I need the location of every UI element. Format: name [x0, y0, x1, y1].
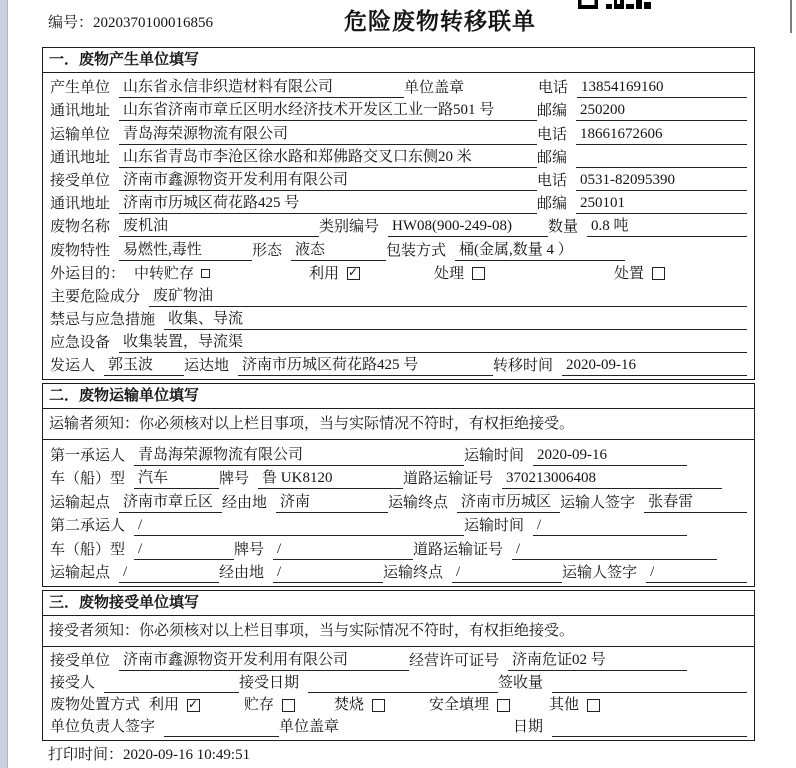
form-row [50, 98, 747, 121]
field-value [576, 167, 747, 168]
checkbox [652, 267, 665, 280]
field-value [552, 692, 747, 693]
field-label: 运输单位 [50, 126, 111, 143]
field-label: 经由地 [219, 565, 265, 582]
page-edge-fragment [790, 0, 792, 33]
field-value: / [273, 562, 383, 583]
checkbox-label: 贮存 [244, 697, 275, 714]
checkbox-label: 利用 [149, 697, 180, 714]
checkbox-label: 中转贮存 [134, 265, 195, 282]
field-value: 济南市历城区荷花路425 号 [238, 355, 493, 376]
form-row [50, 693, 747, 715]
field-value: 山东省青岛市李沧区徐水路和郑佛路交叉口东侧20 米 [119, 147, 537, 168]
field-label: 车（船）型 [50, 541, 126, 558]
form-row [50, 330, 747, 353]
field-value: 液态 [291, 240, 386, 261]
print-time-value: 2020-09-16 10:49:51 [123, 747, 251, 763]
field-value: 山东省济南市章丘区明水经济技术开发区工业一路501 号 [119, 100, 537, 121]
print-time [48, 743, 250, 764]
field-label: 签收量 [498, 675, 544, 692]
form-row [50, 191, 747, 214]
field-value: HW08(900-249-08) [388, 216, 548, 237]
form-row [50, 214, 747, 237]
field-value [552, 736, 747, 737]
field-value: 收集装置，导流渠 [119, 332, 747, 353]
form-row [50, 715, 747, 737]
form-row [50, 649, 747, 671]
field-value: 济南市鑫源物资开发利用有限公司 [119, 170, 537, 191]
print-time-label: 打印时间： [48, 747, 124, 763]
field-value: 山东省永信非织造材料有限公司 [119, 77, 404, 98]
field-label: 通讯地址 [50, 196, 111, 213]
form-row [50, 442, 747, 466]
checkbox [201, 269, 210, 278]
field-value: 青岛海荣源物流有限公司 [119, 124, 537, 145]
checkbox-checked [347, 267, 360, 280]
field-label: 电话 [537, 126, 568, 143]
checkbox-label: 焚烧 [334, 697, 365, 714]
field-label: 接受单位 [50, 172, 111, 189]
field-value: 2020-09-16 [562, 355, 747, 376]
field-label: 废物处置方式 [50, 697, 141, 714]
notice-text: 接受者须知：你必须核对以上栏目事项，当与实际情况不符时，有权拒绝接受。 [43, 616, 754, 647]
section-title: 二．废物运输单位填写 [43, 384, 754, 409]
form-row [50, 536, 747, 560]
checkbox-group [429, 695, 549, 715]
field-label: 运达地 [184, 358, 230, 375]
field-value: 济南市章丘区 [119, 492, 222, 513]
field-value [308, 692, 498, 693]
form-row [50, 513, 747, 537]
field-value: / [533, 515, 687, 536]
field-label: 运输终点 [383, 565, 444, 582]
checkbox-label: 处置 [614, 265, 645, 282]
field-label: 通讯地址 [50, 103, 111, 120]
field-value: 250200 [576, 100, 747, 121]
checkbox-group [134, 264, 309, 284]
field-label: 运输时间 [464, 447, 525, 464]
field-value: / [646, 562, 747, 583]
field-label: 包装方式 [386, 242, 447, 259]
field-label: 产生单位 [50, 80, 111, 97]
field-label: 类别编号 [319, 219, 380, 236]
field-label: 接受单位 [50, 653, 111, 670]
checkbox-label: 安全填埋 [429, 697, 490, 714]
field-label: 应急设备 [50, 335, 111, 352]
form-row [50, 560, 747, 584]
field-value: 易燃性,毒性 [119, 240, 252, 261]
field-label: 运输人签字 [562, 565, 638, 582]
field-label: 运输时间 [464, 518, 525, 535]
manifest-form [42, 47, 755, 741]
form-row [50, 237, 747, 260]
checkbox-group [334, 695, 429, 715]
field-value: 0.8 吨 [587, 216, 747, 237]
field-value [164, 736, 279, 737]
field-value: 桶(金属,数量 4 ） [455, 240, 625, 261]
form-row [50, 671, 747, 693]
field-label: 单位盖章 [404, 80, 465, 97]
field-value: 张春雷 [644, 492, 747, 513]
qr-code-partial [578, 0, 652, 9]
section-box [42, 383, 755, 587]
form-row [50, 307, 747, 330]
field-value [104, 692, 239, 693]
field-value: 0531-82095390 [576, 170, 747, 191]
checkbox-label: 利用 [309, 265, 340, 282]
checkbox [497, 699, 510, 712]
field-label: 禁忌与应急措施 [50, 312, 156, 329]
field-value: 鲁 UK8120 [258, 468, 403, 489]
checkbox-group [149, 695, 244, 715]
field-value: / [273, 539, 413, 560]
field-value: / [134, 515, 464, 536]
section-title: 一．废物产生单位填写 [43, 48, 754, 73]
field-value: / [512, 539, 717, 560]
field-value: / [134, 539, 234, 560]
serial-value: 2020370100016856 [93, 15, 214, 31]
field-label: 单位盖章 [279, 719, 340, 736]
field-label: 邮编 [537, 103, 568, 120]
field-label: 车（船）型 [50, 471, 126, 488]
field-label: 牌号 [219, 471, 250, 488]
field-label: 接受日期 [239, 675, 300, 692]
checkbox-group [244, 695, 334, 715]
form-row [50, 353, 747, 376]
form-row [50, 121, 747, 144]
field-value: 郭玉波 [104, 355, 184, 376]
form-row [50, 145, 747, 168]
field-value: / [452, 562, 562, 583]
checkbox [472, 267, 485, 280]
field-value: 370213006408 [502, 468, 722, 489]
field-label: 邮编 [537, 149, 568, 166]
checkbox-group [309, 264, 434, 284]
field-label: 发运人 [50, 358, 96, 375]
field-value: 废矿物油 [149, 286, 747, 307]
field-value: 济南市鑫源物资开发利用有限公司 [119, 650, 409, 671]
checkbox-group [614, 264, 747, 284]
field-label: 运输起点 [50, 494, 111, 511]
field-value: 青岛海荣源物流有限公司 [134, 445, 464, 466]
form-row [50, 466, 747, 490]
field-value: 济南市历城区 [457, 492, 560, 513]
field-label: 转移时间 [493, 358, 554, 375]
checkbox-checked [187, 699, 200, 712]
serial-label: 编号： [48, 15, 94, 31]
page-edge-band [0, 0, 8, 768]
page-title: 危险废物转移联单 [344, 9, 536, 34]
field-label: 单位负责人签字 [50, 719, 156, 736]
notice-text: 运输者须知：你必须核对以上栏目事项，当与实际情况不符时，有权拒绝接受。 [43, 409, 754, 440]
field-label: 经由地 [222, 494, 268, 511]
checkbox-group [434, 264, 614, 284]
field-label: 运输起点 [50, 565, 111, 582]
field-label: 牌号 [234, 541, 265, 558]
section-box [42, 590, 755, 741]
field-label: 运输人签字 [560, 494, 636, 511]
checkbox [372, 699, 385, 712]
field-label: 废物名称 [50, 219, 111, 236]
field-label: 第二承运人 [50, 518, 126, 535]
field-value: 汽车 [134, 468, 219, 489]
field-label: 日期 [513, 719, 544, 736]
field-label: 道路运输证号 [403, 471, 494, 488]
field-label: 主要危险成分 [50, 288, 141, 305]
field-value: 济南市历城区荷花路425 号 [119, 193, 537, 214]
field-label: 数量 [548, 219, 579, 236]
checkbox [587, 699, 600, 712]
section-box [42, 47, 755, 380]
form-row [50, 284, 747, 307]
section-title: 三．废物接受单位填写 [43, 591, 754, 616]
field-label: 电话 [538, 80, 569, 97]
field-label: 接受人 [50, 675, 96, 692]
field-label: 外运目的： [50, 265, 126, 282]
field-value: 18661672606 [576, 124, 747, 145]
field-value: 2020-09-16 [533, 445, 687, 466]
form-row [50, 168, 747, 191]
form-row [50, 261, 747, 284]
checkbox-label: 处理 [434, 265, 465, 282]
field-label: 运输终点 [388, 494, 449, 511]
field-value: 13854169160 [577, 77, 747, 98]
field-value: 济南危证02 号 [508, 650, 687, 671]
field-label: 废物特性 [50, 242, 111, 259]
field-value: / [119, 562, 219, 583]
field-label: 形态 [252, 242, 283, 259]
checkbox [282, 699, 295, 712]
checkbox-group [549, 695, 747, 715]
field-label: 第一承运人 [50, 447, 126, 464]
field-label: 通讯地址 [50, 149, 111, 166]
form-row [50, 489, 747, 513]
field-label: 道路运输证号 [413, 541, 504, 558]
field-value: 废机油 [119, 216, 319, 237]
field-value: 济南 [276, 492, 388, 513]
field-value: 收集、导流 [164, 309, 747, 330]
checkbox-label: 其他 [549, 697, 580, 714]
field-label: 邮编 [537, 196, 568, 213]
field-value: 250101 [576, 193, 747, 214]
field-label: 电话 [537, 172, 568, 189]
field-label: 经营许可证号 [409, 653, 500, 670]
form-row [50, 75, 747, 98]
